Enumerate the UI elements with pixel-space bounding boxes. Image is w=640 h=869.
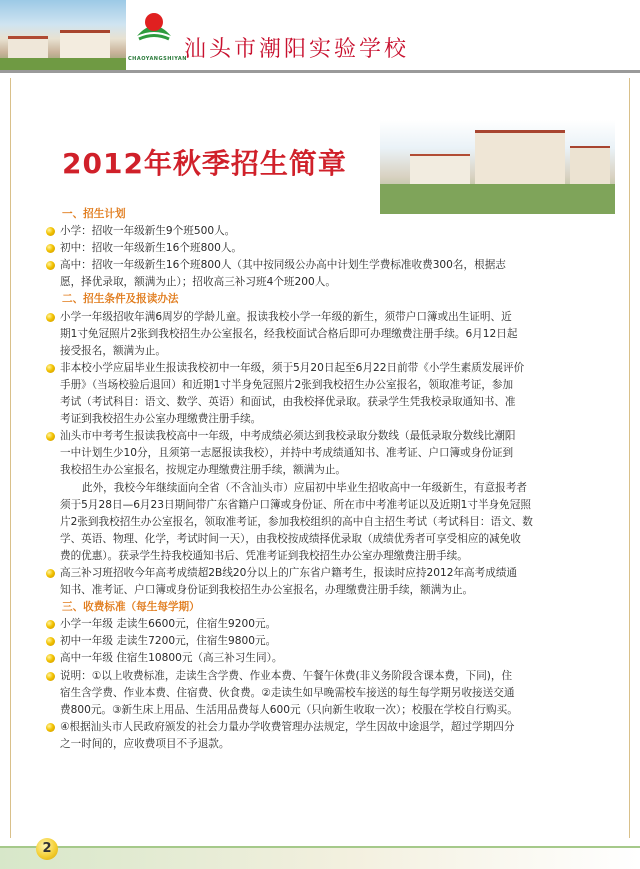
right-margin-rule: [629, 78, 630, 838]
text-line: 费800元。③新生床上用品、生活用品费每人600元（只向新生收取一次）；校服在学校自行购买。: [60, 703, 518, 716]
list-item-text: 高中一年级 住宿生10800元（高三补习生同）。: [60, 652, 283, 665]
bullet-icon: [46, 723, 55, 732]
text-line: 考试（考试科目：语文、数学、英语）和面试，由我校择优录取。获录学生凭我校录取通知书、准: [60, 396, 516, 409]
bullet-icon: [46, 637, 55, 646]
bullet-icon: [46, 244, 55, 253]
bullet-icon: [46, 261, 55, 270]
text-line: 费的优惠）。获录学生持我校通知书后、凭准考证到我校招生办公室办理缴费注册手续。: [60, 549, 468, 562]
paragraph-start: 此外，我校今年继续面向全省（不含汕头市）应届初中毕业生招收高中一年级新生，有意报考者: [82, 481, 527, 494]
building: [410, 154, 470, 186]
list-item: [46, 668, 616, 685]
bullet-icon: [46, 672, 55, 681]
text-line: 宿生含学费、作业本费、住宿费、伙食费。②走读生如早晚需校车接送的每生每学期另收接送交通: [60, 686, 515, 699]
list-item-text: 初中：招收一年级新生16个班800人。: [60, 242, 243, 255]
list-item: [46, 616, 616, 633]
lawn: [0, 58, 126, 70]
list-item-text: ④根据汕头市人民政府颁发的社会力量办学收费管理办法规定，学生因故中途退学，超过学期四分: [60, 720, 515, 733]
text-line: 接受报名，额满为止。: [60, 344, 166, 357]
list-item: [46, 428, 616, 445]
footer-band: [0, 848, 640, 869]
building: [475, 130, 565, 187]
bullet-icon: [46, 620, 55, 629]
building: [60, 30, 110, 61]
text-line: 知书、准考证、户口簿或身份证到我校招生办公室报名，办理缴费注册手续，额满为止。: [60, 584, 474, 597]
list-item: [46, 257, 616, 274]
bullet-icon: [46, 654, 55, 663]
text-line: 期1寸免冠照片2张到我校招生办公室报名，经我校面试合格后即可办理缴费注册手续。6月12日起: [60, 327, 518, 340]
text-line: 考证到我校招生办公室办理缴费注册手续。: [60, 413, 262, 426]
list-item: [46, 360, 616, 377]
list-item-text: 高中：招收一年级新生16个班800人（其中按同级公办高中计划生学费标准收费300名，根据志: [60, 259, 506, 272]
list-item-text: 初中一年级 走读生7200元，住宿生9800元。: [60, 635, 277, 648]
list-item: [46, 719, 616, 736]
list-item-text: 非本校小学应届毕业生报读我校初中一年级，须于5月20日起至6月22日前带《小学生素质发展评价: [60, 361, 525, 374]
text-line: 片2张到我校招生办公室报名，领取准考证，参加我校组织的高中自主招生考试（考试科目：语文、数: [60, 515, 533, 528]
text-line: 须于5月28日—6月23日期间带广东省籍户口簿或身份证、所在市中考准考证以及近期1寸半身免冠照: [60, 498, 531, 511]
bullet-icon: [46, 569, 55, 578]
bullet-icon: [46, 432, 55, 441]
text-line: 之一时间的，应收费项目不予退款。: [60, 737, 230, 750]
section-heading: 三、收费标准（每生每学期）: [62, 601, 200, 614]
list-item: [46, 650, 616, 667]
list-item: [46, 240, 616, 257]
school-logo-icon: [133, 6, 175, 48]
left-margin-rule: [10, 78, 11, 838]
list-item: [46, 633, 616, 650]
text-line: 我校招生办公室报名，按规定办理缴费注册手续，额满为止。: [60, 464, 347, 477]
list-item-text: 高三补习班招收今年高考成绩超2B线20分以上的广东省户籍考生，报读时应持2012年高考成绩通: [60, 566, 518, 579]
campus-header-photo: [0, 0, 126, 70]
header-divider: [0, 70, 640, 73]
campus-photo: [380, 120, 615, 214]
bullet-icon: [46, 227, 55, 236]
list-item-text: 汕头市中考考生报读我校高中一年级，中考成绩必须达到我校录取分数线（最低录取分数线比潮阳: [60, 430, 516, 443]
section-heading: 一、招生计划: [62, 208, 126, 220]
list-item-text: 小学一年级 走读生6600元，住宿生9200元。: [60, 618, 277, 631]
list-item-text: 说明：①以上收费标准，走读生含学费、作业本费、午餐午休费(非义务阶段含课本费，下同)，住: [60, 669, 513, 682]
page-number: 2: [36, 838, 58, 860]
text-line: 愿，择优录取，额满为止）；招收高三补习班4个班200人。: [60, 276, 336, 289]
bullet-icon: [46, 364, 55, 373]
list-item: [46, 223, 616, 240]
admission-text: [46, 206, 616, 753]
text-line: 学、英语、物理、化学，考试时间一天），由我校按成绩择优录取（成绩优秀者可享受相应的减免收: [60, 532, 521, 545]
building: [570, 146, 610, 186]
list-item-text: 小学：招收一年级新生9个班500人。: [60, 225, 236, 238]
school-name: 汕头市潮阳实验学校: [184, 37, 410, 62]
list-item: [46, 565, 616, 582]
logo-text: CHAOYANGSHIYAN: [128, 56, 187, 62]
bullet-icon: [46, 313, 55, 322]
page-title: 2012年秋季招生简章: [62, 147, 347, 180]
list-item-text: 小学一年级招收年满6周岁的学龄儿童。报读我校小学一年级的新生，须带户口簿或出生证明、近: [60, 310, 512, 323]
section-heading: 二、招生条件及报读办法: [62, 293, 179, 306]
list-item: [46, 309, 616, 326]
text-line: 手册》（当场校验后退回）和近期1寸半身免冠照片2张到我校招生办公室报名，领取准考证，参加: [60, 378, 514, 391]
text-line: 一中计划生少10分，且须第一志愿报读我校），并持中考成绩通知书、准考证、户口簿或身份证到: [60, 447, 514, 460]
